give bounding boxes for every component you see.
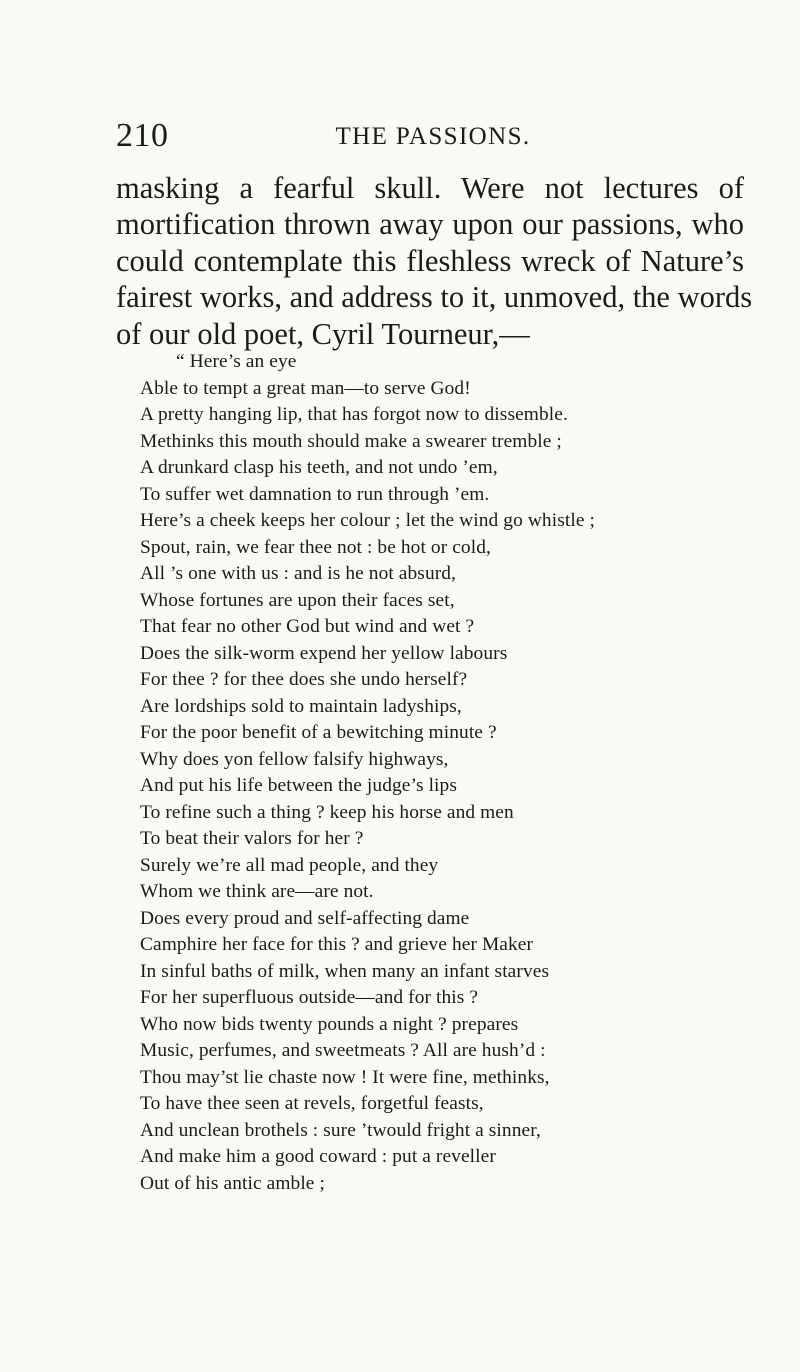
verse-line: And put his life between the judge’s lips: [140, 775, 457, 796]
prose-line: could contemplate this fleshless wreck of Nature’s: [116, 243, 744, 278]
prose-line: of our old poet, Cyril Tourneur,—: [116, 316, 530, 351]
running-head-title: THE PASSIONS.: [335, 123, 531, 150]
verse-line: All ’s one with us : and is he not absurd,: [140, 563, 457, 584]
verse-line: To have thee seen at revels, forgetful feasts,: [140, 1093, 484, 1114]
verse-line: Surely we’re all mad people, and they: [140, 854, 439, 876]
verse-line: Whom we think are—are not.: [140, 881, 374, 902]
verse-line: To suffer wet damnation to run through ’em.: [140, 483, 490, 505]
verse-line: “ Here’s an eye: [176, 351, 297, 372]
verse-line: Why does yon fellow falsify highways,: [140, 748, 449, 770]
verse-line: And make him a good coward : put a reveller: [140, 1146, 496, 1167]
verse-line: Camphire her face for this ? and grieve her Maker: [140, 934, 534, 955]
verse-line: For thee ? for thee does she undo herself?: [140, 669, 468, 690]
verse-line: Whose fortunes are upon their faces set,: [140, 589, 455, 611]
verse-quotation: [140, 349, 780, 1197]
verse-line: Does every proud and self-affecting dame: [140, 907, 470, 929]
prose-line: mortification thrown away upon our passions, who: [116, 207, 744, 242]
verse-line: For her superfluous outside—and for this ?: [140, 987, 479, 1008]
verse-line: That fear no other God but wind and wet ?: [140, 616, 475, 637]
running-head: [116, 116, 736, 156]
verse-line: Does the silk-worm expend her yellow labours: [140, 642, 508, 664]
verse-line: Spout, rain, we fear thee not : be hot or cold,: [140, 536, 491, 558]
prose-line: fairest works, and address to it, unmoved, the words: [116, 280, 753, 315]
page-number: 210: [116, 117, 169, 154]
verse-line: Able to tempt a great man—to serve God!: [140, 377, 471, 399]
verse-line: To refine such a thing ? keep his horse and men: [140, 801, 514, 823]
verse-line: Here’s a cheek keeps her colour ; let the wind go whistle ;: [140, 510, 595, 531]
verse-line: Music, perfumes, and sweetmeats ? All are hush’d :: [140, 1040, 546, 1061]
verse-line: In sinful baths of milk, when many an infant starves: [140, 960, 550, 982]
verse-line: A drunkard clasp his teeth, and not undo ’em,: [140, 457, 498, 478]
verse-line: For the poor benefit of a bewitching minute ?: [140, 722, 497, 743]
prose-line: masking a fearful skull. Were not lectures of: [116, 171, 744, 205]
prose-paragraph: [116, 170, 753, 352]
verse-line: To beat their valors for her ?: [140, 828, 364, 849]
verse-line: Thou may’st lie chaste now ! It were fine, methinks,: [140, 1066, 550, 1088]
verse-line: Are lordships sold to maintain ladyships,: [140, 695, 462, 717]
verse-line: Methinks this mouth should make a swearer tremble ;: [140, 430, 562, 452]
verse-line: A pretty hanging lip, that has forgot now to dissemble.: [140, 404, 568, 425]
verse-line: Who now bids twenty pounds a night ? prepares: [140, 1013, 519, 1035]
verse-line: Out of his antic amble ;: [140, 1172, 325, 1194]
verse-line: And unclean brothels : sure ’twould fright a sinner,: [140, 1119, 541, 1141]
